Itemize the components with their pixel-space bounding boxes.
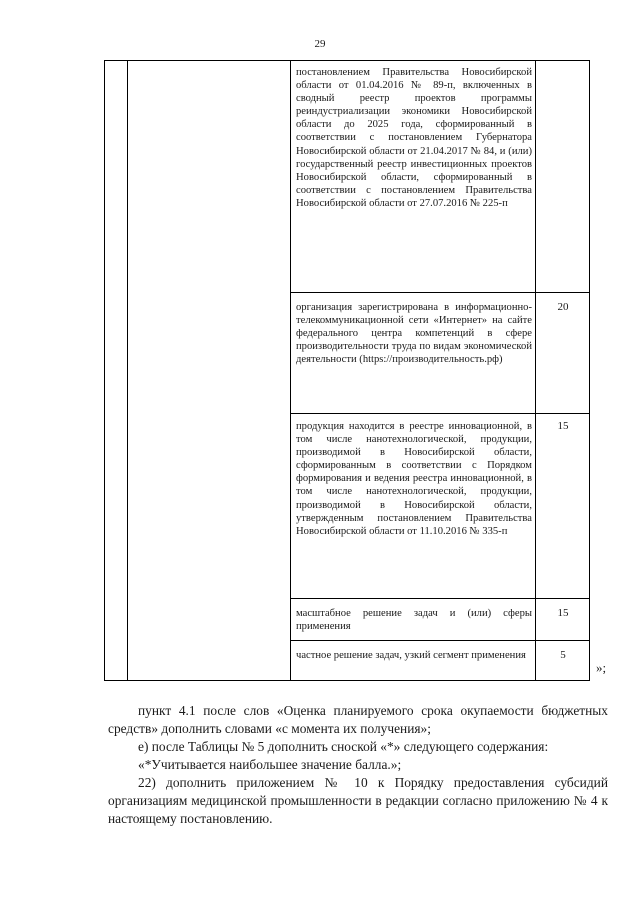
paragraph: пункт 4.1 после слов «Оценка планируемого срока окупаемости бюджетных средств» дополнить словами «с момента их получения»; [108, 703, 608, 736]
table-cell-criterion: постановлением Правительства Новосибирской области от 01.04.2016 № 89-п, включенных в сводный реестр проектов программы реиндустриализации экономики Новосибирской области до 2025 года, сформированный в соответствии с постановлением Губернатора Новосибирской области от 21.04.2017 № 84, и (или) государственный реестр инвестиционных проектов Новосибирской области, сформированный в соответствии с постановлением Правительства Новосибирской области от 27.07.2016 № 225-п [296, 67, 532, 209]
table-cell-score: 15 [557, 607, 569, 619]
table-cell-criterion: организация зарегистрирована в информационно-телекоммуникационной сети «Интернет» на сайте федерального центра компетенций в сфере производительности труда по видам экономической деятельности (https://производительность.рф) [296, 302, 532, 366]
table-cell-criterion: продукция находится в реестре инновационной, в том числе нанотехнологической, продукции, производимой в Новосибирской области, сформированным в соответствии с Порядком формирования и ведения реестра инновационной, в том числе нанотехнологической, продукции, производимой в Новосибирской области, утвержденным постановлением Правительства Новосибирской области от 11.10.2016 № 335-п [296, 421, 532, 537]
table-closing-quote: »; [596, 660, 607, 675]
paragraph: е) после Таблицы № 5 дополнить сноской «*» следующего содержания: [138, 739, 549, 754]
paragraph: «*Учитывается наибольшее значение балла.»; [138, 757, 402, 772]
body-text [108, 702, 608, 828]
table-cell-criterion: частное решение задач, узкий сегмент применения [296, 650, 526, 661]
page-number: 29 [314, 38, 326, 50]
table-cell-criterion: масштабное решение задач и (или) сферы применения [296, 608, 532, 633]
paragraph: 22) дополнить приложением № 10 к Порядку предоставления субсидий организациям медицинской промышленности в редакции согласно приложению № 4 к настоящему постановлению. [108, 775, 608, 826]
table-cell-score: 20 [557, 301, 569, 313]
table-cell-score: 5 [560, 649, 566, 661]
table-cell-score: 15 [557, 420, 569, 432]
